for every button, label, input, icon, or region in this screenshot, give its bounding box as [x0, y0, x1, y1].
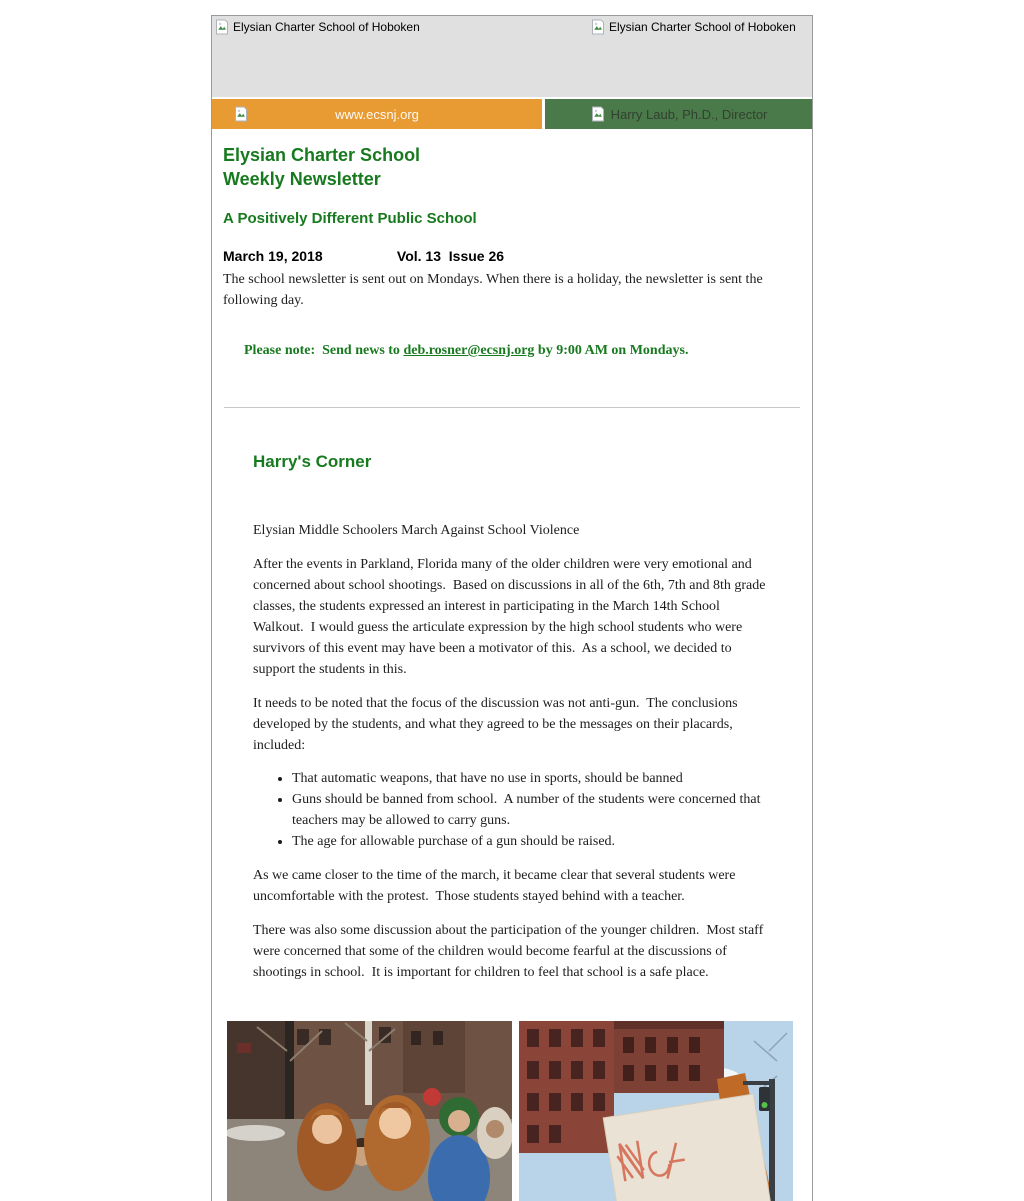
- logo-image-right: [590, 19, 796, 35]
- volume-issue: Vol. 13 Issue 26: [396, 248, 505, 264]
- article-paragraph: As we came closer to the time of the march, it became clear that several students were uncomfortable with the protest. Those students stayed behind with a teacher.: [253, 868, 739, 904]
- broken-image-icon: [214, 19, 230, 35]
- broken-image-icon: [590, 106, 606, 122]
- newsletter-email: [211, 15, 813, 1201]
- header-band: [212, 16, 812, 97]
- newsletter-title: [223, 143, 801, 191]
- submission-note-prefix: Please note: Send news to: [244, 343, 404, 358]
- website-label: www.ecsnj.org: [335, 106, 419, 122]
- students-march-photo: [227, 1021, 512, 1201]
- section-heading: Harry's Corner: [253, 452, 372, 471]
- logo-image-left: [214, 19, 420, 35]
- newsletter-title-line1: Elysian Charter School: [223, 145, 421, 165]
- tagline: A Positively Different Public School: [223, 210, 477, 227]
- broken-image-icon: [590, 19, 606, 35]
- protest-sign-photo: [519, 1021, 793, 1201]
- website-link-bar[interactable]: [212, 99, 542, 129]
- broken-image-icon: [233, 106, 249, 122]
- date-issue-line: [223, 248, 801, 264]
- list-item: • The age for allowable purchase of a gun should be raised.: [292, 831, 766, 852]
- submission-note: [223, 319, 801, 382]
- harrys-corner-section: [253, 452, 769, 983]
- masthead: [212, 129, 812, 408]
- section-divider: [224, 407, 800, 408]
- email-link[interactable]: deb.rosner@ecsnj.org: [403, 343, 535, 358]
- director-label: Harry Laub, Ph.D., Director: [610, 106, 768, 122]
- photo-row: [227, 1021, 812, 1201]
- newsletter-title-line2: Weekly Newsletter: [223, 169, 381, 189]
- schedule-note: The school newsletter is sent out on Mondays. When there is a holiday, the newsletter is sent the following day.: [223, 272, 767, 308]
- placard-messages-list: [253, 768, 766, 852]
- article-subheading: Elysian Middle Schoolers March Against School Violence: [253, 523, 580, 538]
- issue-date: March 19, 2018: [223, 248, 323, 264]
- article-paragraph: It needs to be noted that the focus of the discussion was not anti-gun. The conclusions developed by the students, and what they agreed to be the messages on their placards, included:: [253, 696, 742, 753]
- logo-alt-text-right: Elysian Charter School of Hoboken: [609, 20, 796, 34]
- submission-note-suffix: by 9:00 AM on Mondays.: [534, 343, 689, 358]
- logo-alt-text-left: Elysian Charter School of Hoboken: [233, 20, 420, 34]
- header-nav-bars: [212, 99, 812, 129]
- list-item: • Guns should be banned from school. A number of the students were concerned that teachers may be allowed to carry guns.: [292, 789, 766, 831]
- article-paragraph: There was also some discussion about the participation of the younger children. Most staff were concerned that some of the children would become fearful at the discussions of shootings in school. It is important for children to feel that school is a safe place.: [253, 923, 767, 980]
- list-item: • That automatic weapons, that have no use in sports, should be banned: [292, 768, 766, 789]
- article-paragraph: After the events in Parkland, Florida many of the older children were very emotional and concerned about school shootings. Based on discussions in all of the 6th, 7th and 8th grade classes, the students expressed an interest in participating in the March 14th School Walkout. I would guess the articulate expression by the high school students who were survivors of this event may have been a motivator of this. As a school, we decided to support the students in this.: [253, 557, 769, 677]
- director-bar[interactable]: [545, 99, 812, 129]
